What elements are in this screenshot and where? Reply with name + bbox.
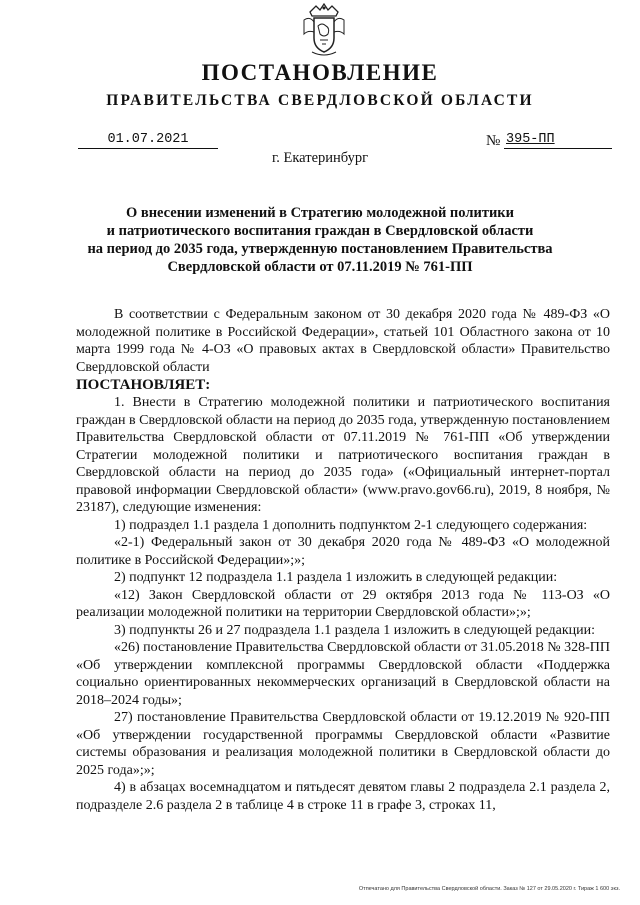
coat-of-arms-icon xyxy=(300,2,348,58)
subject-line: Свердловской области от 07.11.2019 № 761-ПП xyxy=(167,259,473,275)
print-footer: Отпечатано для Правительства Свердловской области. Заказ № 127 от 29.05.2020 г. Тираж 1 600 экз. xyxy=(358,886,620,892)
body-paragraph: «2-1) Федеральный закон от 30 декабря 2020 года № 489-ФЗ «О молодежной политике в Российской Федерации»;»; xyxy=(76,535,610,568)
resolves-heading: ПОСТАНОВЛЯЕТ: xyxy=(76,377,211,393)
document-date: 01.07.2021 xyxy=(78,132,218,149)
subject-line: на период до 2035 года, утвержденную постановлением Правительства xyxy=(87,241,553,257)
number-label: № xyxy=(486,133,501,149)
subject-line: и патриотического воспитания граждан в Свердловской области xyxy=(106,223,534,239)
body-paragraph: 2) подпункт 12 подраздела 1.1 раздела 1 изложить в следующей редакции: xyxy=(114,570,558,585)
document-title: ПОСТАНОВЛЕНИЕ xyxy=(201,60,439,85)
document-number: 395-ПП xyxy=(504,132,612,149)
body-paragraph: 4) в абзацах восемнадцатом и пятьдесят девятом главы 2 подраздела 2.1 раздела 2, подразделе 2.6 раздела 2 в таблице 4 в строке 11 в графе 3, строках 11, xyxy=(76,780,610,813)
document-subject xyxy=(60,204,580,276)
body-paragraph: 1) подраздел 1.1 раздела 1 дополнить подпунктом 2-1 следующего содержания: xyxy=(114,517,588,533)
body-paragraph: «12) Закон Свердловской области от 29 октября 2013 года № 113-ОЗ «О реализации молодежной политики на территории Свердловской области»;»; xyxy=(76,587,610,620)
body-paragraph: 3) подпункты 26 и 27 подраздела 1.1 раздела 1 изложить в следующей редакции: xyxy=(114,622,596,638)
body-paragraph: 1. Внести в Стратегию молодежной политики и патриотического воспитания граждан в Свердловской области на период до 2035 года, утвержденную постановлением Правительства Свердловской области от 07.11.2019 № 761-ПП «Об утверждении Стратегии молодежной политики и патриотического воспитания граждан в Свердловской области на период до 2035 года» («Официальный интернет-портал правовой информации Свердловской области» (www.pravo.gov66.ru), 2019, 8 ноября, № 23187), следующие изменения: xyxy=(76,395,610,515)
city: г. Екатеринбург xyxy=(271,150,369,166)
issuing-authority: ПРАВИТЕЛЬСТВА СВЕРДЛОВСКОЙ ОБЛАСТИ xyxy=(106,92,534,109)
preamble-paragraph: В соответствии с Федеральным законом от 30 декабря 2020 года № 489-ФЗ «О молодежной политике в Российской Федерации», статьей 101 Областного закона от 10 марта 1999 года № 4-ОЗ «О правовых актах в Свердловской области» Правительство Свердловской области xyxy=(76,307,610,375)
document-body xyxy=(76,306,610,814)
body-paragraph: 27) постановление Правительства Свердловской области от 19.12.2019 № 920-ПП «Об утверждении государственной программы Свердловской области «Развитие системы образования и реализация молодежной политики в Свердловской области до 2025 года»;»; xyxy=(76,710,610,778)
body-paragraph: «26) постановление Правительства Свердловской области от 31.05.2018 № 328-ПП «Об утверждении комплексной программы Свердловской области «Поддержка социально ориентированных некоммерческих организаций в Свердловской области на 2018–2024 годы»; xyxy=(76,640,610,708)
subject-line: О внесении изменений в Стратегию молодежной политики xyxy=(125,205,515,221)
